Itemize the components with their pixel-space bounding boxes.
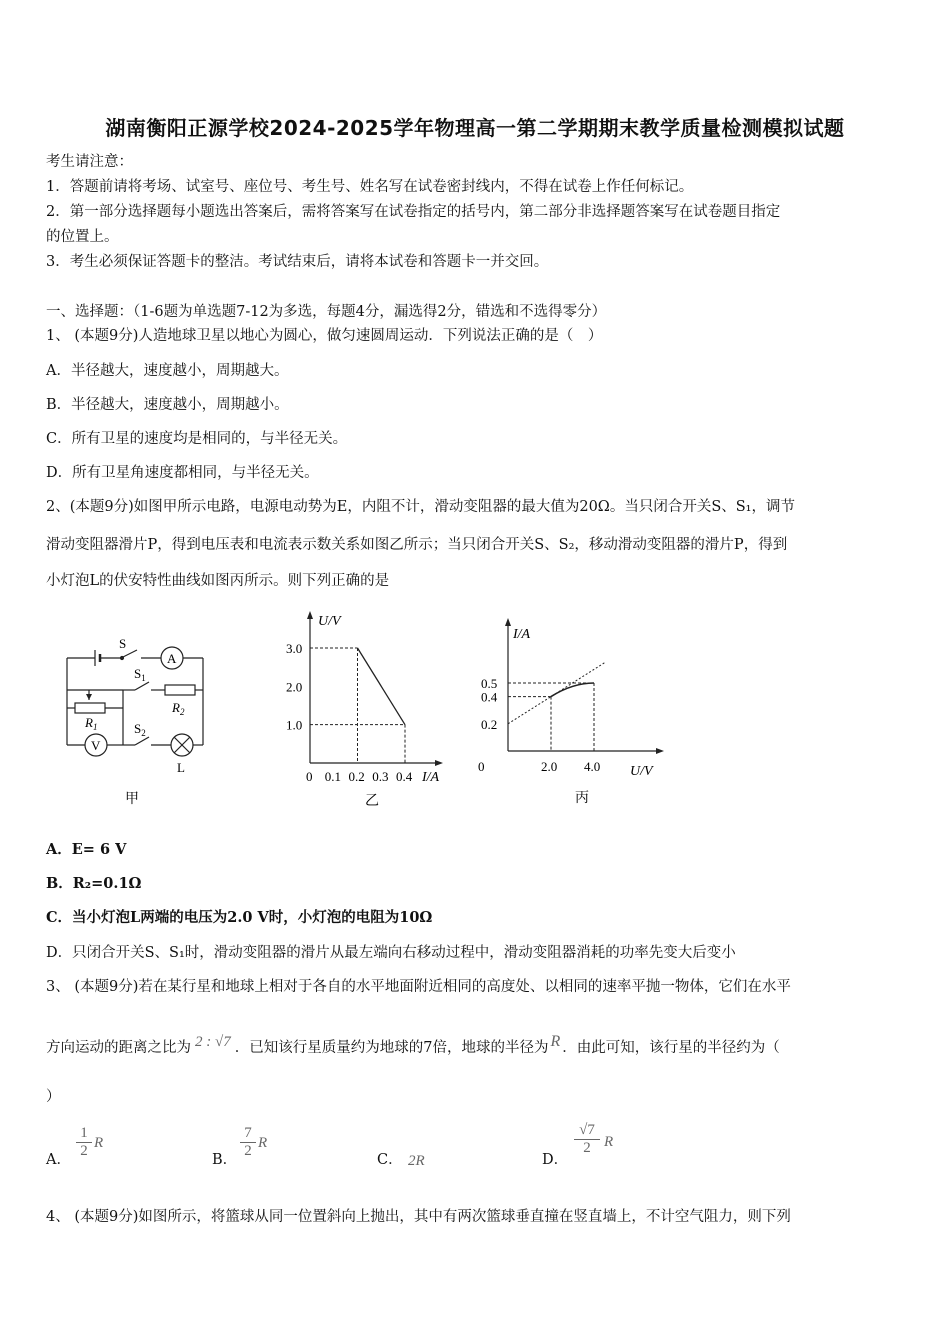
chart-bing-x-tick: 2.0: [541, 759, 558, 774]
switch-s-label: S: [119, 636, 127, 651]
q2-stem-line3: 小灯泡L的伏安特性曲线如图丙所示。则下列正确的是: [46, 573, 390, 589]
chart-yi-series-line: [358, 648, 406, 725]
chart-yi-ylabel: U/V: [318, 614, 341, 629]
chart-yi-y-tick: 1.0: [286, 717, 303, 733]
q1-option-b: B．半径越大，速度越小，周期越小。: [46, 397, 289, 413]
lamp-label: L: [177, 760, 185, 775]
chart-yi-x-tick: 0.2: [348, 769, 365, 784]
q3-option-a-value: 1 2 R: [76, 1125, 92, 1160]
q4-stem-line1: 4、 (本题9分)如图所示，将篮球从同一位置斜向上抛出，其中有两次篮球垂直撞在竖直墙上，不计空气阻力，则下列: [46, 1209, 791, 1225]
chart-bing-x-tick: 0: [478, 759, 485, 774]
q2-option-d: D．只闭合开关S、S₁时，滑动变阻器的滑片从最左端向右移动过程中，滑动变阻器消耗的功率先变大后变小: [46, 945, 736, 961]
q3-stem-line1: 3、 (本题9分)若在某行星和地球上相对于各自的水平地面附近相同的高度处、以相同的速率平抛一物体，它们在水平: [46, 979, 791, 995]
q3-stem-line2: [46, 1033, 906, 1058]
figure-caption-yi: 乙: [365, 794, 379, 809]
q3-option-b-label: B．: [212, 1152, 238, 1168]
q2-stem-line2: 滑动变阻器滑片P，得到电压表和电流表示数关系如图乙所示；当只闭合开关S、S₂，移动滑动变阻器的滑片P，得到: [46, 537, 788, 553]
chart-bing-ylabel: I/A: [513, 627, 531, 642]
q3-option-c-value: 2R: [408, 1153, 425, 1169]
q1-option-d: D．所有卫星角速度都相同，与半径无关。: [46, 465, 319, 481]
page-title: 湖南衡阳正源学校2024-2025学年物理高一第二学期期末教学质量检测模拟试题: [105, 116, 845, 140]
chart-yi: [280, 608, 450, 813]
notice-item: 1．答题前请将考场、试室号、座位号、考生号、姓名写在试卷密封线内，不得在试卷上作任何标记。: [46, 179, 694, 195]
q3-stem-part-a: 方向运动的距离之比为: [46, 1040, 191, 1056]
q1-stem: 1、 (本题9分)人造地球卫星以地心为圆心，做匀速圆周运动．下列说法正确的是（ ）: [46, 328, 603, 344]
q3-option-d-label: D．: [542, 1152, 569, 1168]
chart-yi-x-tick: 0.1: [324, 769, 341, 784]
notice-heading: 考生请注意：: [46, 154, 133, 170]
q2-option-a: A．E= 6 V: [46, 841, 127, 858]
chart-yi-x-tick: 0.3: [372, 769, 389, 784]
q3-stem-part-c: ．由此可知，该行星的半径约为（: [562, 1040, 780, 1056]
chart-yi-x-tick: 0.4: [396, 769, 413, 784]
q3-stem-line3: ）: [46, 1089, 61, 1105]
voltmeter-label: V: [91, 738, 101, 753]
chart-yi-x-tick: 0: [306, 769, 313, 784]
notice-item: 3．考生必须保证答题卡的整洁。考试结束后，请将本试卷和答题卡一并交回。: [46, 254, 549, 270]
q3-radius-symbol: R: [550, 1033, 561, 1050]
chart-bing: [475, 615, 675, 813]
q3-option-c-label: C．: [377, 1152, 403, 1168]
q3-option-b-value: 7 2 R: [240, 1125, 256, 1160]
q2-option-c: C．当小灯泡L两端的电压为2.0 V时，小灯泡的电阻为10Ω: [46, 909, 433, 926]
figure-caption-bing: 丙: [575, 791, 589, 806]
r1-label: $R_1$: [85, 715, 98, 732]
switch-s2-label: $S_2$: [134, 721, 146, 738]
chart-bing-y-tick: 0.2: [481, 716, 498, 732]
chart-bing-axes: [508, 623, 659, 751]
q3-ratio: 2 : √7: [195, 1034, 231, 1050]
chart-bing-iv-curve: [551, 683, 594, 697]
switch-s1-label: $S_1$: [134, 666, 146, 683]
chart-bing-y-tick: 0.4: [481, 689, 498, 705]
chart-bing-x-tick: 4.0: [584, 759, 601, 774]
q1-option-a: A．半径越大，速度越小，周期越大。: [46, 363, 289, 379]
q3-stem-part-b: ．已知该行星质量约为地球的7倍，地球的半径为: [234, 1040, 549, 1056]
chart-bing-y-tick: 0.5: [481, 676, 498, 691]
q2-option-b: B．R₂=0.1Ω: [46, 875, 142, 892]
q3-option-d-value: √7 2 R: [574, 1122, 600, 1157]
q2-stem-line1: 2、(本题9分)如图甲所示电路，电源电动势为E，内阻不计，滑动变阻器的最大值为20Ω。当只闭合开关S、S₁，调节: [46, 499, 795, 515]
chart-yi-y-tick: 3.0: [286, 641, 303, 656]
q3-option-a-label: A．: [46, 1152, 71, 1168]
r2-label: $R_2$: [172, 700, 185, 717]
chart-yi-y-tick: 2.0: [286, 679, 303, 695]
chart-yi-xlabel: I/A: [422, 770, 440, 785]
q1-option-c: C．所有卫星的速度均是相同的，与半径无关。: [46, 431, 348, 447]
ammeter-label: A: [167, 651, 177, 666]
chart-yi-axes: [310, 616, 438, 763]
circuit-diagram-jia: [55, 630, 215, 815]
notice-item: 的位置上。: [46, 229, 119, 245]
section-heading: 一、选择题：（1-6题为单选题7-12为多选，每题4分，漏选得2分，错选和不选得零分）: [46, 304, 607, 320]
figure-caption-jia: 甲: [125, 792, 139, 807]
chart-bing-xlabel: U/V: [630, 764, 653, 779]
notice-item: 2．第一部分选择题每小题选出答案后，需将答案写在试卷指定的括号内，第二部分非选择题答案写在试卷题目指定: [46, 204, 781, 220]
